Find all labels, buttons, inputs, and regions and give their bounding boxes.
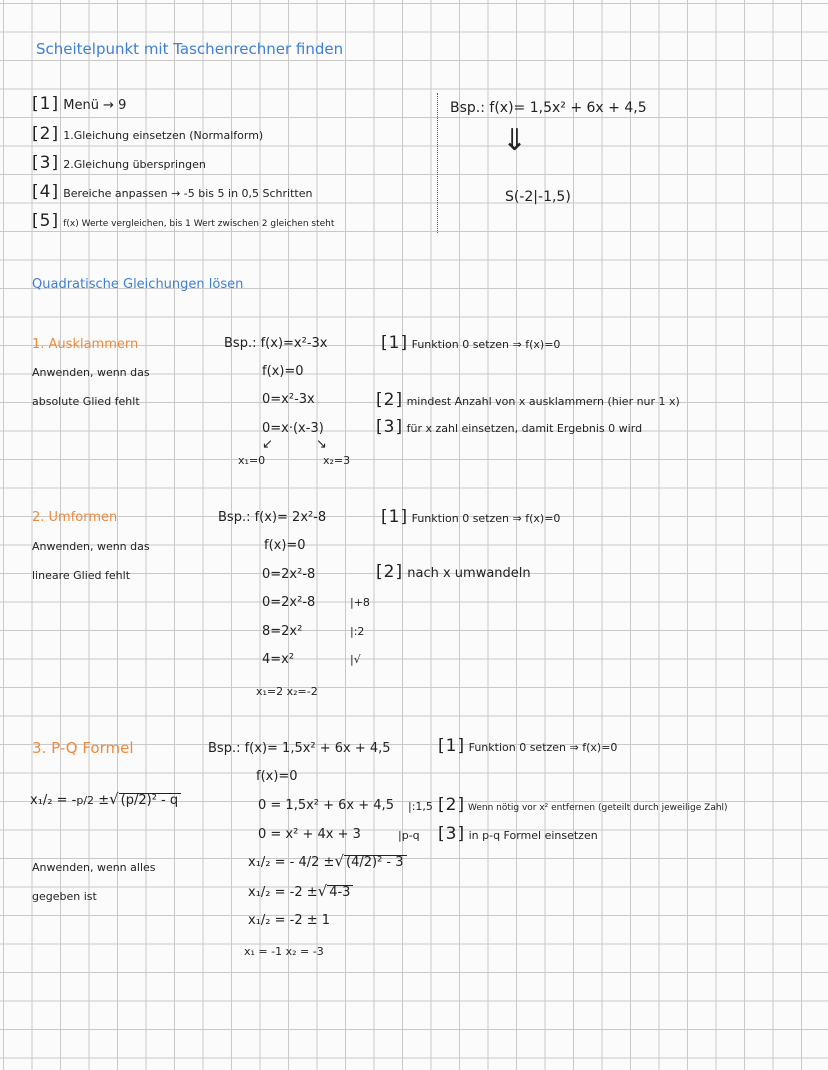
method2-line-3: 0=2x²-8 <box>262 567 316 582</box>
pq-formula <box>30 792 181 807</box>
method2-desc-1: Anwenden, wenn das <box>32 540 150 553</box>
method1-line-4: 0=x·(x-3) <box>262 421 324 436</box>
formula-lhs: x₁/₂ = - <box>30 793 77 808</box>
step-number: [1] <box>32 94 60 114</box>
method1-desc-2: absolute Glied fehlt <box>32 395 140 408</box>
method2-op-3: |√ <box>350 653 361 666</box>
equation-lhs: x₁/₂ = - 4/2 ± <box>248 855 335 870</box>
method1-line-2: f(x)=0 <box>262 364 304 379</box>
method1-note-1 <box>381 335 560 352</box>
method3-op-3: |:1,5 <box>408 800 433 813</box>
step-5 <box>32 213 334 230</box>
method3-note-1 <box>438 738 617 755</box>
method3-line-7: x₁/₂ = -2 ± 1 <box>248 913 331 928</box>
step-text: Bereiche anpassen → -5 bis 5 in 0,5 Schritten <box>63 187 313 200</box>
method3-note-2 <box>438 797 728 814</box>
section-title-vertex: Scheitelpunkt mit Taschenrechner finden <box>36 40 344 58</box>
step-number: [1] <box>381 333 409 353</box>
step-1 <box>32 96 126 113</box>
sqrt-icon: √ <box>334 852 344 870</box>
method3-desc-2: gegeben ist <box>32 890 97 903</box>
note-text: Wenn nötig vor x² entfernen (geteilt durch jeweilige Zahl) <box>467 803 728 813</box>
vertex-result: S(-2|-1,5) <box>505 189 571 205</box>
method1-example <box>224 337 327 350</box>
example-label: Bsp.: <box>450 100 485 116</box>
note-text: Funktion 0 setzen ⇒ f(x)=0 <box>411 512 561 525</box>
method3-line-4: 0 = x² + 4x + 3 <box>258 827 361 842</box>
formula-radicand: (p/2)² - q <box>119 793 181 807</box>
method1-x2: x₂=3 <box>323 454 351 467</box>
step-3 <box>32 155 206 172</box>
equation-line: f(x)= 2x²-8 <box>254 510 327 525</box>
down-double-arrow-icon: ⇓ <box>502 123 528 158</box>
formula-fraction: p/2 <box>76 794 95 807</box>
method1-desc-1: Anwenden, wenn das <box>32 366 150 379</box>
section-title-quadratic: Quadratische Gleichungen lösen <box>32 277 244 292</box>
step-number: [4] <box>32 182 60 202</box>
step-text: f(x) Werte vergleichen, bis 1 Wert zwischen 2 gleichen steht <box>63 219 335 229</box>
method3-line-6 <box>248 884 353 899</box>
equation-line: f(x)=x²-3x <box>260 336 328 351</box>
step-number: [5] <box>32 211 60 231</box>
method2-line-6: 4=x² <box>262 652 295 667</box>
radicand: (4/2)² - 3 <box>344 855 407 869</box>
method1-note-2 <box>376 392 680 409</box>
method2-line-2: f(x)=0 <box>264 538 306 553</box>
step-number: [3] <box>32 153 60 173</box>
arrow-down-right-icon: ↘ <box>316 437 327 452</box>
method2-op-2: |:2 <box>350 625 365 638</box>
method2-title: 2. Umformen <box>32 510 118 525</box>
radicand: 4-3 <box>327 885 353 899</box>
equation-line: f(x)= 1,5x² + 6x + 4,5 <box>244 741 391 756</box>
note-text: mindest Anzahl von x ausklammern (hier nur 1 x) <box>406 395 680 408</box>
note-text: Funktion 0 setzen ⇒ f(x)=0 <box>411 338 561 351</box>
method2-solution: x₁=2 x₂=-2 <box>256 685 318 698</box>
sqrt-icon: √ <box>109 790 119 808</box>
example-label: Bsp.: <box>208 741 241 756</box>
method3-line-5 <box>248 854 407 869</box>
step-number: [2] <box>32 124 60 144</box>
method1-note-3 <box>376 419 642 436</box>
note-text: nach x umwandeln <box>407 566 531 581</box>
method2-example <box>218 511 326 524</box>
step-number: [2] <box>438 795 466 815</box>
method2-note-1 <box>381 509 560 526</box>
step-text: Menü → 9 <box>63 98 127 113</box>
note-text: Funktion 0 setzen ⇒ f(x)=0 <box>468 741 618 754</box>
method3-desc-1: Anwenden, wenn alles <box>32 861 156 874</box>
method3-title: 3. P-Q Formel <box>32 739 134 757</box>
step-number: [2] <box>376 390 404 410</box>
method1-line-3: 0=x²-3x <box>262 392 315 407</box>
example-vertex <box>450 101 647 115</box>
method3-line-3: 0 = 1,5x² + 6x + 4,5 <box>258 798 394 813</box>
method3-example <box>208 742 391 755</box>
sqrt-icon: √ <box>317 882 328 900</box>
method1-title: 1. Ausklammern <box>32 337 139 352</box>
step-text: 1.Gleichung einsetzen (Normalform) <box>63 129 264 142</box>
step-4 <box>32 184 312 201</box>
method3-op-4: |p-q <box>398 829 420 842</box>
plus-minus-symbol: ± <box>98 793 110 808</box>
step-text: 2.Gleichung überspringen <box>63 158 206 171</box>
step-number: [1] <box>438 736 466 756</box>
step-number: [3] <box>376 417 404 437</box>
method2-line-5: 8=2x² <box>262 624 303 639</box>
step-number: [2] <box>376 562 404 582</box>
example-label: Bsp.: <box>224 336 257 351</box>
method2-line-4: 0=2x²-8 <box>262 595 316 610</box>
note-text: für x zahl einsetzen, damit Ergebnis 0 wird <box>406 422 643 435</box>
step-number: [3] <box>438 824 466 844</box>
method1-x1: x₁=0 <box>238 454 266 467</box>
step-2 <box>32 126 263 143</box>
method2-op-1: |+8 <box>350 596 370 609</box>
method2-desc-2: lineare Glied fehlt <box>32 569 131 582</box>
dotted-divider <box>437 93 438 233</box>
method3-note-3 <box>438 826 598 843</box>
note-text: in p-q Formel einsetzen <box>468 829 598 842</box>
arrow-down-left-icon: ↙ <box>262 437 273 452</box>
example-label: Bsp.: <box>218 510 251 525</box>
method3-line-2: f(x)=0 <box>256 769 298 784</box>
step-number: [1] <box>381 507 409 527</box>
method2-note-2 <box>376 564 531 581</box>
equation-lhs: x₁/₂ = -2 ± <box>248 885 318 900</box>
method3-solution: x₁ = -1 x₂ = -3 <box>244 945 324 958</box>
example-equation: f(x)= 1,5x² + 6x + 4,5 <box>489 100 647 116</box>
